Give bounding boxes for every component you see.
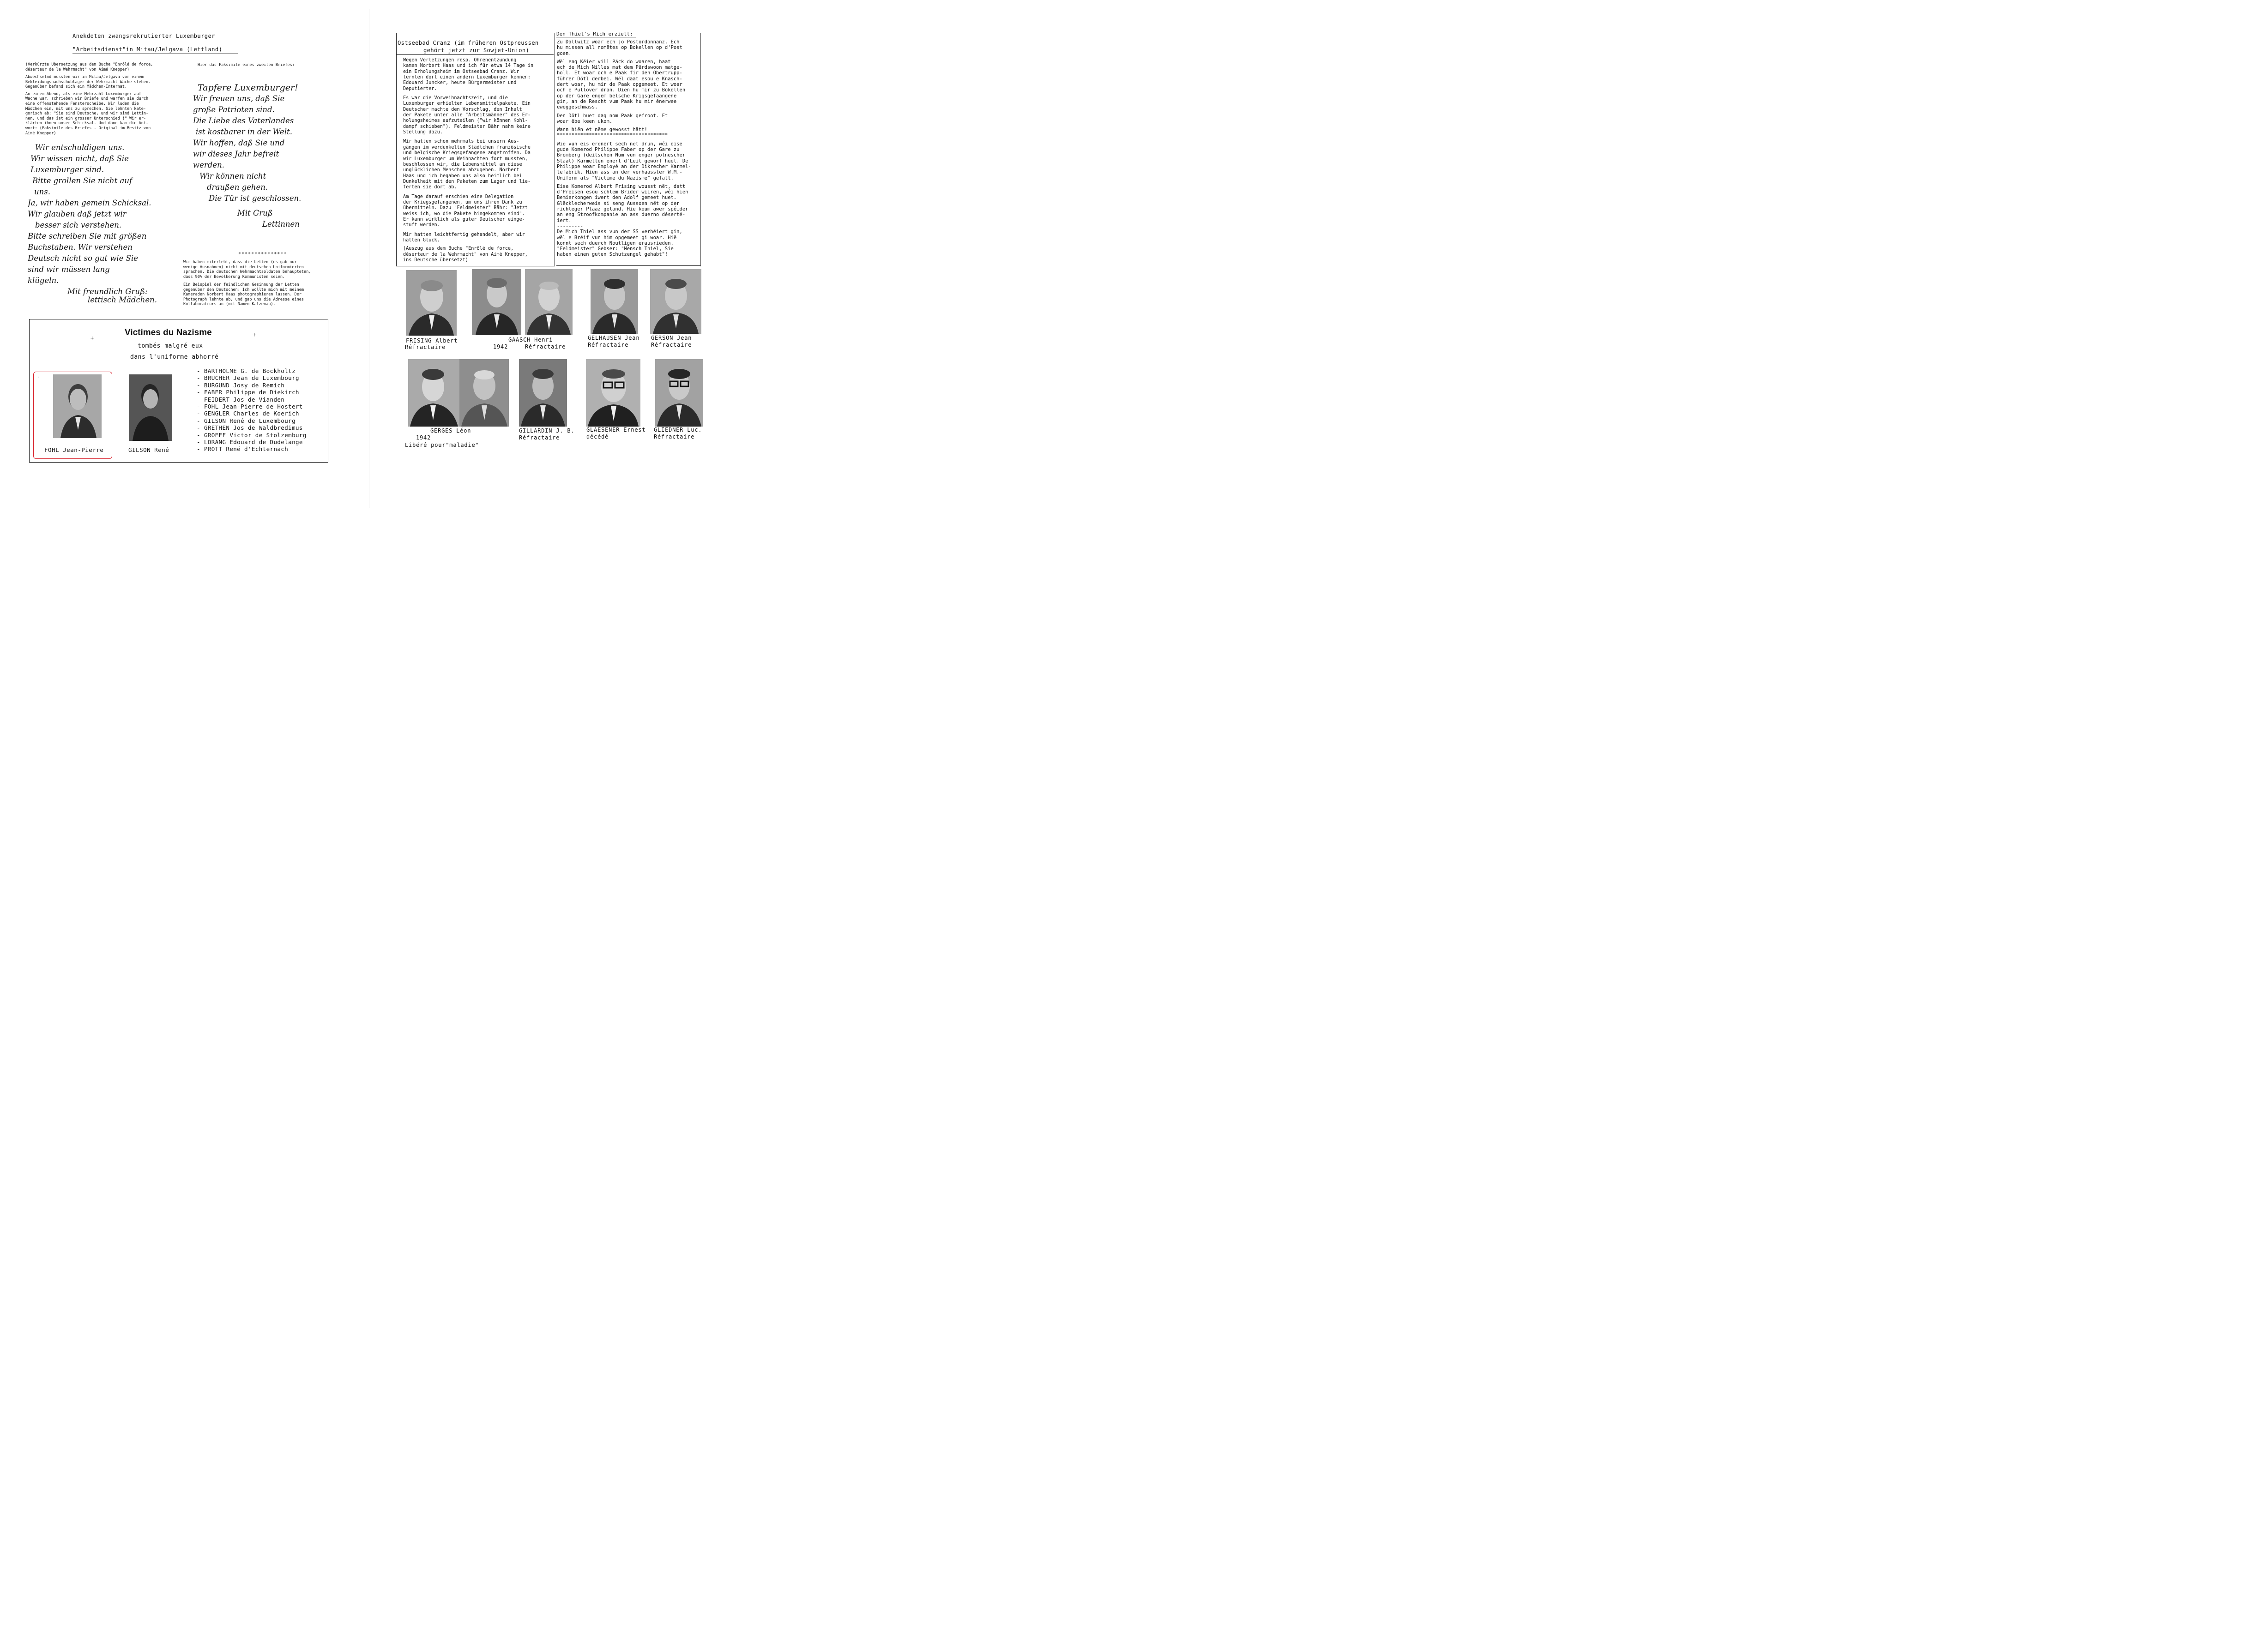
victims-box	[29, 319, 328, 463]
column2-paragraph-1: Wir haben miterlebt, dass die Letten (es gab nur wenige Ausnahmen) nicht mit deutschen Uniformierten sprachen. Die deutschen Wehrmachtsoldaten behaupteten, dass 90% der Bevölkerung Kommunisten seien.	[183, 260, 311, 279]
portrait-note: Libéré pour"maladie"	[405, 442, 479, 448]
list-item: - FABER Philippe de Diekirch	[197, 389, 299, 396]
portrait-photo	[53, 374, 102, 438]
handwritten-letter-1: Wir entschuldigen uns. Wir wissen nicht, daß Sie Luxemburger sind. Bitte grollen Sie nicht auf uns. Ja, wir haben gemein Schicksal. Wir glauben daß jetzt wir besser sich verstehen. Bitte schreiben Sie mit größen Buchstaben. Wir verstehen Deutsch nicht so gut wie Sie sind wir müssen lang klügeln. Mit freundlich Gruß: lettisch Mädchen.	[28, 143, 157, 304]
cranz-text: Wegen Verletzungen resp. Ohrenentzündung kamen Norbert Haas und ich für etwa 14 Tage in ein Erholungsheim im Ostseebad Cranz. Wir lernten dort einen andern Luxemburger kennen: Edouard Juncker, heute Bürgermeister und Deputierter. Es war die Vorweihnachtszeit, und die Luxemburger erhielten Lebensmittelpakete. Ein Deutscher machte den Vorschlag, den Inhalt der Pakete unter alle "Arbeitsmänner" des Er- holungsheimes aufzuteilen ("wir können Kohl- dampf schieben"). Feldmeister Bähr nahm keine Stellung dazu. Wir hatten schon mehrmals bei unsern Aus- gängen im verdunkelten Städtchen französische und belgische Kriegsgefangene angetroffen. Da wir Luxemburger um Weihnachten fort mussten, beschlossen wir, die Lebensmittel an diese unglücklichen Menschen abzugeben. Norbert Haas und ich begaben uns also heimlich bei Dunkelheit mit den Paketen zum Lager und lie- ferten sie dort ab. Am Tage darauf erschien eine Delegation der Kriegsgefangenen, um uns ihren Dank zu übermitteln. Dazu "Feldmeister" Bähr: "Jetzt weiss ich, wo die Pakete hingekommen sind". Er kann wirklich als guter Deutscher einge- stuft werden. Wir hatten leichtfertig gehandelt, aber wir hatten Glück. (Auszug aus dem Buche "Enrôlé de force, déserteur de la Wehrmacht" von Aimé Knepper, ins Deutsche übersetzt)	[403, 58, 534, 263]
portrait-name: GERSON Jean	[651, 335, 692, 341]
portrait-photo	[586, 359, 640, 427]
list-item: - LORANG Edouard de Dudelange	[197, 439, 303, 446]
small-mark: -	[37, 375, 40, 379]
victims-subtitle-2: dans l'uniforme abhorré	[130, 354, 219, 361]
list-item: - GILSON René de Luxembourg	[197, 417, 296, 424]
portrait-photo	[525, 269, 573, 335]
portrait-photo	[591, 269, 638, 334]
portrait-note: Réfractaire	[405, 344, 446, 350]
victims-title: Victimes du Nazisme	[125, 328, 212, 337]
portrait-photo	[472, 269, 521, 335]
cross-mark: +	[90, 335, 94, 341]
column2-paragraph-2: Ein Beispiel der feindlichen Gesinnung der Letten gegenüber den Deutschen: Ich wollte mich mit meinem Kameraden Norbert Haas photographieren lassen. Der Photograph lehnte ab, und gab uns die Adresse eines Kollaboratrurs an (mit Namen Kalzenau).	[183, 283, 304, 307]
portrait-name: GILLARDIN J.-B.	[519, 427, 575, 434]
cranz-title-rule	[397, 54, 554, 55]
left-title: Anekdoten zwangsrekrutierter Luxemburger	[72, 33, 215, 39]
list-item: - FOHL Jean-Pierre de Hostert	[197, 403, 303, 410]
portrait-note: Réfractaire	[519, 434, 560, 441]
portrait-year: 1942	[416, 434, 431, 441]
photo-caption: FOHL Jean-Pierre	[44, 446, 104, 453]
portrait-note: Réfractaire	[654, 433, 695, 440]
thiel-title: Den Thiel's Mich erzielt:	[556, 31, 633, 37]
list-item: - BURGUND Josy de Remich	[197, 381, 285, 389]
portrait-note: Réfractaire	[525, 343, 566, 350]
cranz-title: Ostseebad Cranz (im früheren Ostpreussen	[398, 40, 539, 46]
photo-caption: GILSON René	[128, 446, 169, 453]
list-item: - FEIDERT Jos de Vianden	[197, 396, 285, 403]
portrait-name: GELHAUSEN Jean	[588, 335, 640, 341]
portrait-photo	[129, 374, 172, 441]
column2-heading: Hier das Faksimile eines zweiten Briefes:	[198, 63, 295, 67]
cranz-box	[396, 33, 555, 266]
cranz-title-2: gehört jetzt zur Sowjet-Union)	[423, 47, 530, 54]
thiel-text: Zu Dallwitz woar ech jo Postordonnanz. Ech hu missen all nomëtes op Bokellen op d'Post goen. Wël eng Kéier vill Päck do woaren, haat ech de Mich Nilles mat dem Pärdswoon matge- holl. Et woar och e Paak fir den Obertrupp- führer Dötl derbei. Wël daat esou e Knasch- dert woar, hu mir de Paak opgemeet. Et woar och e Pullover dran. Dien hu mir zu Bokellen op der Gare engem belsche Krigsgefaangene gin, an de Rescht vum Paak hu mir ênerwee eweggeschmass. Den Dötl huet dag nom Paak gefroot. Et woar ëbe keen ukom. Wann hiën ët nëme gewosst hätt! ************************************** Wië vun eis erënert sech nët drun, wéi eise gude Komerod Philippe Faber op der Gare zu Bromberg (deitschen Num vun enger polnescher Staat) Karmellen ënert d'Leit geworf huet. De Philippe woar Employé an der Dikrecher Karmel- lefabrik. Hiën ass an der verhaasster W.M.- Uniform als "Victime du Nazisme" gefall. Eise Komerod Albert Frising wousst nët, datt d'Preisen esou schlëm Brider wiiren, wéi hiën Bemierkongen iwert den Adolf gemeet huet. Glëcklecherweis si seng Aussoen nët op der richteger Plaaz geland. Hië koum awer spéider an eng Stroofkompanie an ass duerno déserté- iert. --------- De Mich Thiel ass vun der SS verhéiert gin, wël e Bréif vun him opgemeet gi woar. Hië konnt sech duerch Noutligen erausrieden. "Feldmeister" Gebser: "Mensch Thiel, Sie haben einen guten Schutzengel gehabt"!	[557, 39, 691, 258]
portrait-name: GAASCH Henri	[508, 337, 553, 343]
portrait-year: 1942	[493, 343, 508, 350]
list-item: - GENGLER Charles de Koerich	[197, 410, 299, 417]
cross-mark: +	[253, 331, 256, 338]
thiel-right-rule	[700, 33, 701, 266]
victims-list	[197, 367, 307, 453]
portrait-photo	[655, 359, 703, 427]
list-item: - BRUCHER Jean de Luxembourg	[197, 374, 299, 382]
bottom-rule	[556, 265, 700, 266]
portrait-photo	[406, 270, 457, 336]
portrait-name: FRISING Albert	[406, 337, 458, 344]
portrait-name: GLIEDNER Luc.	[654, 427, 702, 433]
portrait-photo	[459, 359, 509, 427]
portrait-note: Réfractaire	[588, 342, 629, 348]
left-subtitle: "Arbeitsdienst"in Mitau/Jelgava (Lettland)	[72, 46, 223, 53]
list-item: - GRETHEN Jos de Waldbredimus	[197, 424, 303, 432]
column1-text: Abwechselnd mussten wir in Mitau/Jelgava vor einem Bekleidungsnachschublager der Wehrmacht Wache stehen. Gegenüber befand sich ein Mädchen-Internat. An einem Abend, als eine Mehrzahl Luxemburger auf Wache war, schrieben wir Briefe und warfen sie durch eine offenstehende Fensterscheibe. Wir luden die Mädchen ein, mit uns zu sprechen. Sie lehnten kate- gorisch ab: "Sie sind Deutsche, und wir sind Lettin- nen, und das ist ein grosser Unterschied !" Wir er- klärten ihnen unser Schicksal. Und dann kam die Ant- wort: (Faksimile des Briefes - Original im Besitz von Aimé Knepper)	[25, 75, 151, 136]
portrait-photo	[650, 269, 701, 334]
portrait-photo	[519, 359, 567, 427]
list-item: - PROTT René d'Echternach	[197, 445, 289, 453]
portrait-name: GERGES Léon	[430, 427, 471, 434]
stars-divider: ***************	[238, 252, 287, 257]
intro-text: (Verkürzte Übersetzung aus dem Buche "Enrôlé de force, déserteur de la Wehrmacht" von Aimé Knepper)	[25, 62, 153, 72]
handwritten-letter-2: Tapfere Luxemburger! Wir freuen uns, daß Sie große Patrioten sind. Die Liebe des Vaterlandes ist kostbarer in der Welt. Wir hoffen, daß Sie und wir dieses Jahr befreit werden. Wir können nicht draußen gehen. Die Tür ist geschlossen. Mit Gruß Lettinnen	[193, 83, 302, 229]
list-item: - BARTHOLME G. de Bockholtz	[197, 367, 296, 374]
portrait-note: décédé	[586, 433, 609, 440]
portrait-photo	[408, 359, 460, 427]
portrait-note: Réfractaire	[651, 342, 692, 348]
list-item: - GROEFF Victor de Stolzemburg	[197, 431, 307, 439]
portrait-name: GLAESENER Ernest	[586, 427, 646, 433]
victims-subtitle: tombés malgré eux	[138, 343, 203, 349]
